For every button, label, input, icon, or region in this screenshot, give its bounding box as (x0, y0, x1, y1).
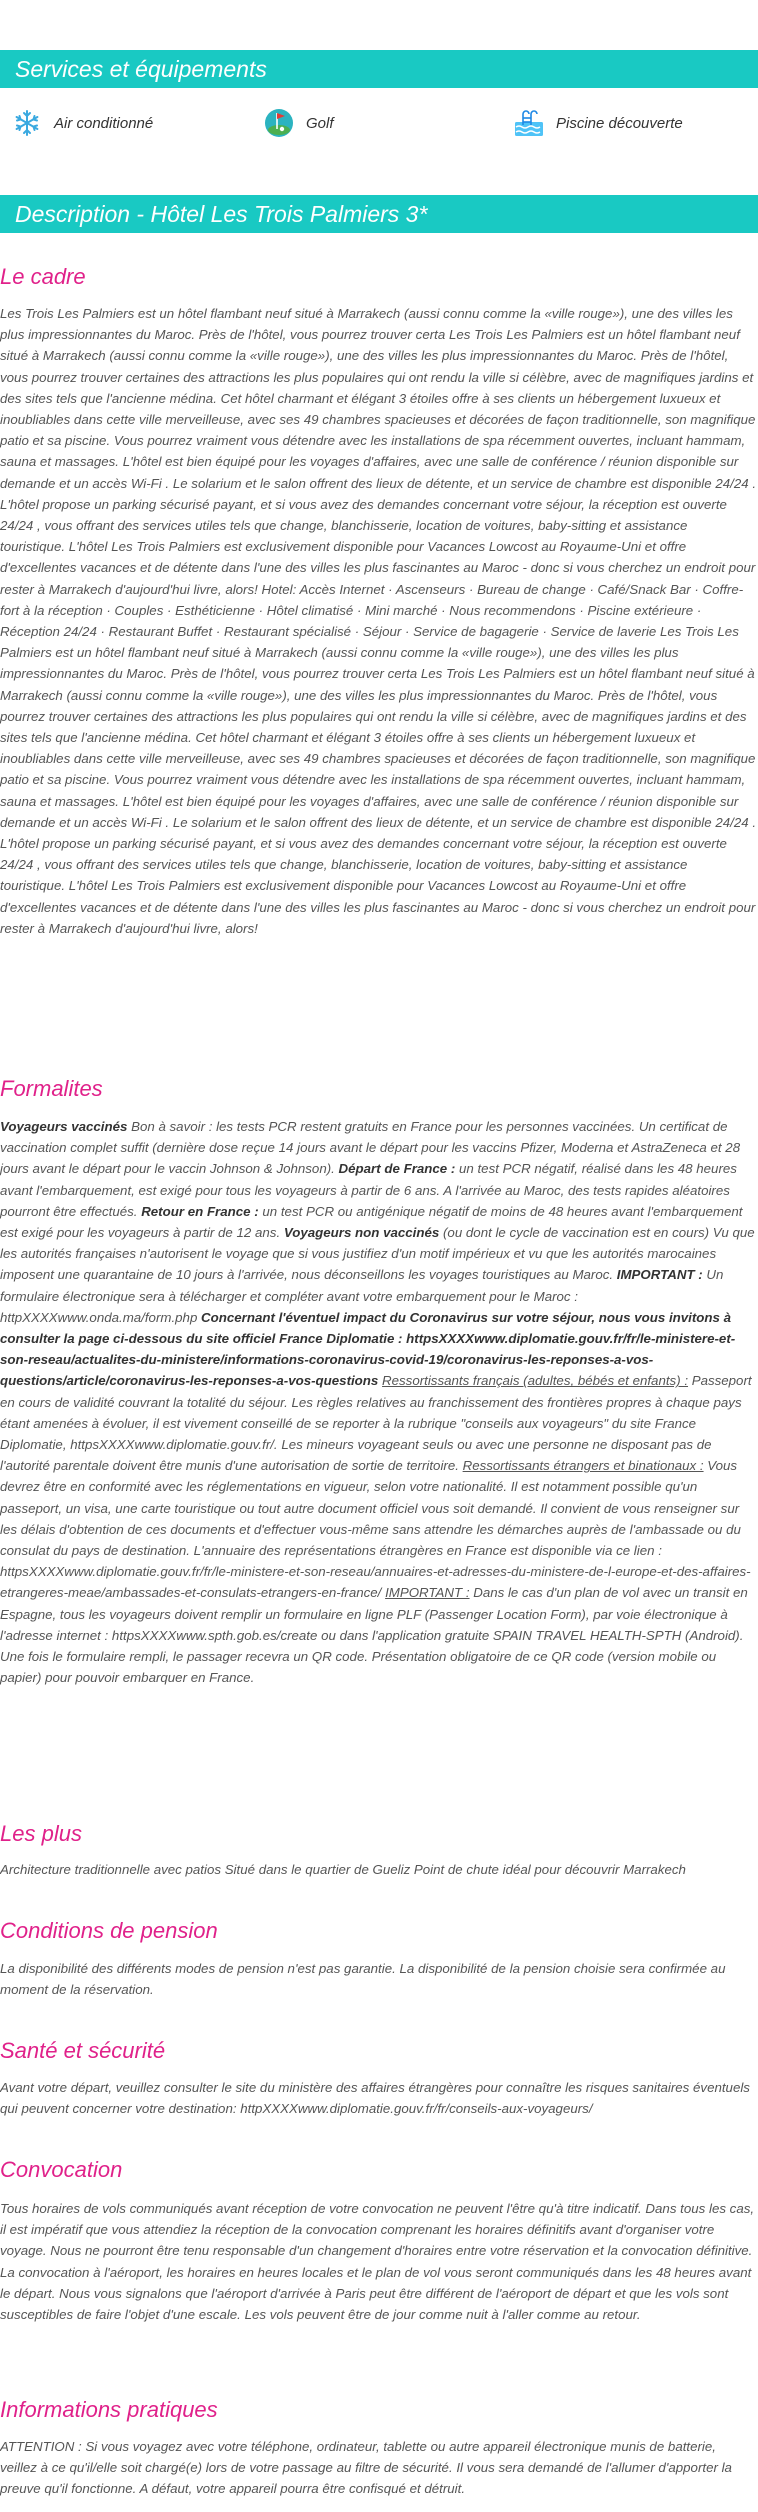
equipment-label: Golf (306, 114, 334, 132)
formalites-segment: Départ de France : (338, 1161, 456, 1177)
infos-text: ATTENTION : Si vous voyagez avec votre téléphone, ordinateur, tablette ou autre appareil électronique munis de batterie, veillez à ce qu'il/elle soit chargé(e) lors de votre passage au filtre de sécurité. Il vous sera demandé de l'allumer d'apporter la preuve qu'il fonctionne. A défaut, votre appareil pourra être confisqué et détruit. (0, 2439, 732, 2497)
formalites-segment: Dans le cas d'un plan de vol avec un transit en Espagne, tous les voyageurs doivent remplir un formulaire en ligne PLF (Passenger Location Form), par voie électronique à l'adresse internet : httpsXXXXwww.spth.gob.es/create ou dans l'application gratuite SPAIN TRAVEL HEALTH-SPTH (Android). Une fois le formulaire rempli, le passager recevra un QR code. Présentation obligatoire de ce QR code (version mobile ou papier) pour pouvoir embarquer en France. (0, 1585, 748, 1686)
equipment-label: Piscine découverte (556, 114, 683, 132)
pension-title: Conditions de pension (0, 1918, 218, 1943)
pension-text: La disponibilité des différents modes de pension n'est pas garantie. La disponibilité de la pension choisie sera confirmée au moment de la réservation. (0, 1961, 726, 1998)
formalites-segment: IMPORTANT : (616, 1267, 703, 1283)
pool-icon (514, 108, 544, 138)
formalites-segment: Bon à savoir : les tests PCR restent gratuits en France pour les personnes vaccinées. Un certificat de vaccination complet suffit (dernière dose reçue 14 jours avant le départ pour les vaccins Pfizer, Moderna et AstraZeneca et 28 jours avant le départ pour le vaccin Johnson & Johnson). (0, 1119, 741, 1177)
formalites-segment: Retour en France : (141, 1203, 259, 1219)
formalites-segment: Vous devrez être en conformité avec les réglementations en vigueur, selon votre nationalité. Il est notamment possible qu'un passeport, un visa, une carte touristique ou tout autre document officiel vous soit demandé. Il convient de vous renseigner sur les délais d'obtention de ces documents et d'effectuer vous-même sans attendre les démarches auprès de l'ambassade ou du consulat du pays de destination. L'annuaire des représentations étrangères en France est disponible via ce lien : httpsXXXXwww.diplomatie.gouv.fr/fr/le-ministere-et-son-reseau/annuaires-et-adresses-du-ministere-de-l-europe-et-des-affaires-etrangeres-meae/ambassades-et-consulats-etrangers-en-france/ (0, 1458, 751, 1601)
formalites-segment: Un formulaire électronique sera à télécharger et compléter avant votre embarquement pour le Maroc : httpXXXXwww.onda.ma/form.php (0, 1267, 724, 1325)
equipment-label: Air conditionné (54, 114, 154, 132)
description-heading: Description - Hôtel Les Trois Palmiers 3* (0, 195, 758, 233)
services-heading: Services et équipements (0, 50, 758, 88)
formalites-title: Formalites (0, 1076, 103, 1101)
formalites-segment: un test PCR ou antigénique négatif de moins de 48 heures avant l'embarquement est exigé pour les voyageurs à partir de 12 ans. (0, 1203, 743, 1241)
sante-title: Santé et sécurité (0, 2038, 166, 2063)
formalites-segment: Voyageurs non vaccinés (283, 1225, 440, 1241)
formalites-segment: Voyageurs vaccinés (0, 1119, 128, 1134)
plus-text: Architecture traditionnelle avec patios Situé dans le quartier de Gueliz Point de chute idéal pour découvrir Marrakech (0, 1862, 686, 1877)
formalites-segment: Ressortissants français (adultes, bébés et enfants) : (382, 1373, 689, 1389)
formalites-segment: un test PCR négatif, réalisé dans les 48 heures avant l'embarquement, est exigé pour tous les voyageurs à partir de 6 ans. A l'arrivée au Maroc, des tests rapides aléatoires pourront être effectués. (0, 1161, 737, 1219)
plus-title: Les plus (0, 1821, 82, 1846)
infos-title: Informations pratiques (0, 2397, 218, 2422)
equipment-outdoor-pool (514, 107, 683, 139)
snowflake-icon (12, 108, 42, 138)
equipment-air-conditioning (12, 107, 153, 139)
convocation-title: Convocation (0, 2157, 123, 2182)
equipment-golf (264, 107, 334, 139)
formalites-segment: IMPORTANT : (385, 1585, 470, 1601)
golf-icon (264, 108, 294, 138)
convocation-text: Tous horaires de vols communiqués avant réception de votre convocation ne peuvent l'être qu'à titre indicatif. Dans tous les cas, il est impératif que vous attendiez la réception de la convocation comprenant les horaires définitifs avant d'organiser votre voyage. Nous ne pourront être tenu responsable d'un changement d'horaires entre votre réservation et la convocation définitive. La convocation à l'aéroport, les horaires en heures locales et le plan de vol vous seront communiqués dans les 48 heures avant le départ. Nous vous signalons que l'aéroport d'arrivée à Paris peut être différent de l'aéroport de départ et que les vols sont susceptibles de faire l'objet d'une escale. Les vols peuvent être de jour comme nuit à l'aller comme au retour. (0, 2201, 755, 2323)
cadre-title: Le cadre (0, 264, 86, 289)
formalites-segment: Ressortissants étrangers et binationaux : (462, 1458, 704, 1474)
formalites-text (0, 1116, 756, 1688)
formalites-segment: Concernant l'éventuel impact du Coronavirus sur votre séjour, nous vous invitons à consulter la page ci-dessous du site officiel France Diplomatie : httpsXXXXwww.diplomatie.gouv.fr/fr/le-ministere-et-son-reseau/actualites-du-ministere/informations-coronavirus-covid-19/coronavirus-les-reponses-a-vos-questions/article/coronavirus-les-reponses-a-vos-questions (0, 1309, 736, 1389)
equipment-list (0, 107, 758, 139)
formalites-segment: Passeport en cours de validité couvrant la totalité du séjour. Les règles relatives au franchissement des frontières propres à chaque pays étant amenées à évoluer, il est vivement conseillé de se reporter à la rubrique "conseils aux voyageurs" du site France Diplomatie, httpsXXXXwww.diplomatie.gouv.fr/. Les mineurs voyageant seuls ou avec une personne ne disposant pas de l'autorité parentale doivent être munis d'une autorisation de sortie de territoire. (0, 1373, 752, 1474)
cadre-text: Les Trois Les Palmiers est un hôtel flambant neuf situé à Marrakech (aussi connu comme la «ville rouge»), une des villes les plus impressionnantes du Maroc. Près de l'hôtel, vous pourrez trouver certa Les Trois Les Palmiers est un hôtel flambant neuf situé à Marrakech (aussi connu comme la «ville rouge»), une des villes les plus impressionnantes du Maroc. Près de l'hôtel, vous pourrez trouver certaines des attractions les plus populaires qui ont rendu la ville si célèbre, avec de magnifiques jardins et des sites tels que l'ancienne médina. Cet hôtel charmant et élégant 3 étoiles offre à ses clients un hébergement luxueux et inoubliables dans cette ville merveilleuse, avec ses 49 chambres spacieuses et décorées de façon traditionnelle, son magnifique patio et sa piscine. Vous pourrez vraiment vous détendre avec les installations de spa récemment ouvertes, incluant hammam, sauna et massages. L'hôtel est bien équipé pour les voyages d'affaires, avec une salle de conférence / réunion disponible sur demande et un accès Wi-Fi . Le solarium et le salon offrent des lieux de détente, et un service de chambre est disponible 24/24 . L'hôtel propose un parking sécurisé payant, et si vous avez des demandes concernant votre séjour, la réception est ouverte 24/24 , vous offrant des services utiles tels que change, blanchisserie, location de voitures, baby-sitting et assistance touristique. L'hôtel Les Trois Palmiers est exclusivement disponible pour Vacances Lowcost au Royaume-Uni et offre d'excellentes vacances et de détente dans l'une des villes les plus fascinantes au Maroc - donc si vous cherchez un endroit pour rester à Marrakech d'aujourd'hui livre, alors! Hotel: Accès Internet · Ascenseurs · Bureau de change · Café/Snack Bar · Coffre-fort à la réception · Couples · Esthéticienne · Hôtel climatisé · Mini marché · Nous recommendons · Piscine extérieure · Réception 24/24 · Restaurant Buffet · Restaurant spécialisé · Séjour · Service de bagagerie · Service de laverie Les Trois Les Palmiers est un hôtel flambant neuf situé à Marrakech (aussi connu comme la «ville rouge»), une des villes les plus impressionnantes du Maroc. Près de l'hôtel, vous pourrez trouver certa Les Trois Les Palmiers est un hôtel flambant neuf situé à Marrakech (aussi connu comme la «ville rouge»), une des villes les plus impressionnantes du Maroc. Près de l'hôtel, vous pourrez trouver certaines des attractions les plus populaires qui ont rendu la ville si célèbre, avec de magnifiques jardins et des sites tels que l'ancienne médina. Cet hôtel charmant et élégant 3 étoiles offre à ses clients un hébergement luxueux et inoubliables dans cette ville merveilleuse, avec ses 49 chambres spacieuses et décorées de façon traditionnelle, son magnifique patio et sa piscine. Vous pourrez vraiment vous détendre avec les installations de spa récemment ouvertes, incluant hammam, sauna et massages. L'hôtel est bien équipé pour les voyages d'affaires, avec une salle de conférence / réunion disponible sur demande et un accès Wi-Fi . Le solarium et le salon offrent des lieux de détente, et un service de chambre est disponible 24/24 . L'hôtel propose un parking sécurisé payant, et si vous avez des demandes concernant votre séjour, la réception est ouverte 24/24 , vous offrant des services utiles tels que change, blanchisserie, location de voitures, baby-sitting et assistance touristique. L'hôtel Les Trois Palmiers est exclusivement disponible pour Vacances Lowcost au Royaume-Uni et offre d'excellentes vacances et de détente dans l'une des villes les plus fascinantes au Maroc - donc si vous cherchez un endroit pour rester à Marrakech d'aujourd'hui livre, alors! (0, 306, 757, 936)
sante-text: Avant votre départ, veuillez consulter le site du ministère des affaires étrangères pour connaître les risques sanitaires éventuels qui peuvent concerner votre destination: httpXXXXwww.diplomatie.gouv.fr/fr/conseils-aux-voyageurs/ (0, 2080, 750, 2117)
formalites-segment: (ou dont le cycle de vaccination est en cours) Vu que les autorités françaises n'autorisent le voyage que si vous justifiez d'un motif impérieux et vu que les autorités marocaines imposent une quarantaine de 10 jours à l'arrivée, nous déconseillons les voyages touristiques au Maroc. (0, 1225, 755, 1283)
